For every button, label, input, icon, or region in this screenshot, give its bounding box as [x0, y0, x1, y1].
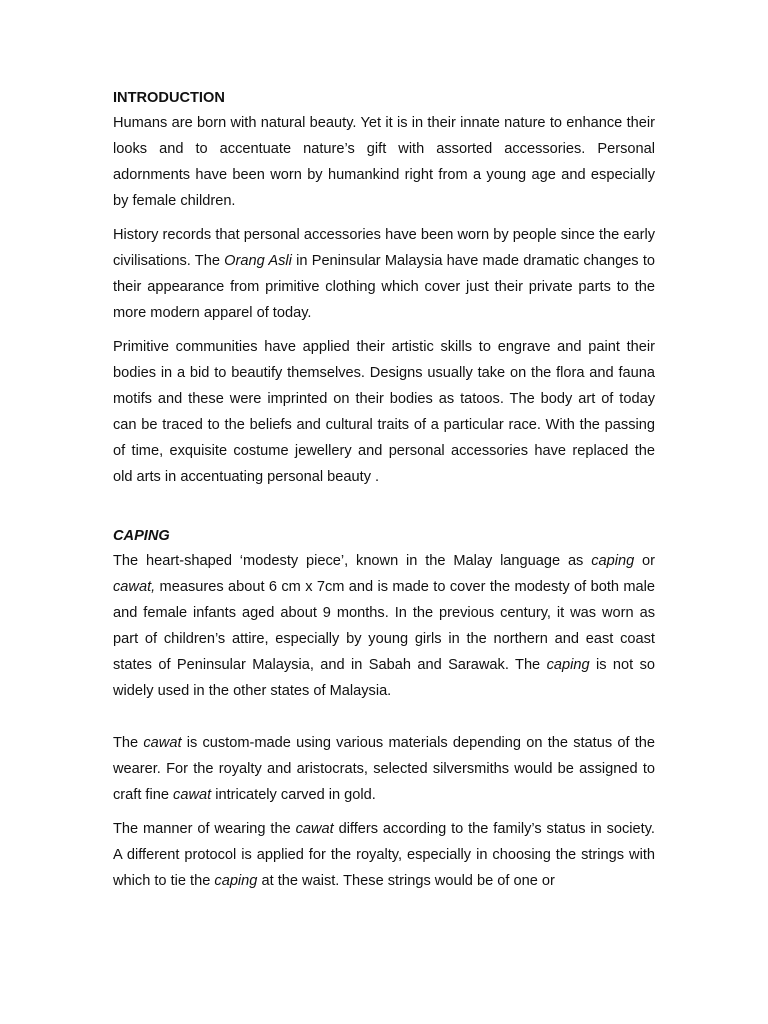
text-run: The [113, 735, 144, 751]
italic-term: caping [214, 873, 258, 889]
text-run: or [634, 553, 656, 569]
text-run: at the waist. These strings would be of one or [257, 873, 555, 889]
section-heading-introduction: INTRODUCTION [113, 90, 225, 106]
text-run: in Peninsular Malaysia have made dramatic changes to their appearance from primitive clothing which cover just their private parts to the more modern apparel of today. [113, 253, 655, 321]
italic-term: Orang Asli [224, 253, 292, 269]
text-run: The manner of wearing the [113, 821, 296, 837]
text-run: The heart-shaped ‘modesty piece’, known in the Malay language as [113, 553, 592, 569]
caping-paragraph-1 [113, 548, 655, 704]
text-run: measures about 6 cm x 7cm and is made to cover the modesty of both male and female infants aged about 9 months. In the previous century, it was worn as part of children’s attire, especially by young girls in the northern and east coast states of Peninsular Malaysia, and in Sabah and Sarawak. The [113, 579, 655, 673]
section-heading-caping: CAPING [113, 528, 170, 544]
text-run: Humans are born with natural beauty. Yet it is in their innate nature to enhance their looks and to accentuate nature’s gift with assorted accessories. Personal adornments have been worn by humankind right from a young age and especially by female children. [113, 115, 655, 209]
italic-term: cawat [173, 787, 212, 803]
intro-paragraph-1 [113, 110, 655, 214]
section-spacer [113, 498, 655, 524]
italic-term: cawat [143, 735, 182, 751]
italic-term: caping [546, 657, 590, 673]
text-run: is custom-made using various materials depending on the status of the wearer. For the royalty and aristocrats, selected silversmiths would be assigned to craft fine [113, 735, 656, 803]
intro-paragraph-2 [113, 222, 655, 326]
paragraph-spacer [113, 712, 655, 730]
text-run: intricately carved in gold. [211, 787, 376, 803]
italic-term: caping [591, 553, 635, 569]
document-page [113, 86, 655, 902]
text-run: differs according to the family’s status in society. A different protocol is applied for the royalty, especially in choosing the strings with which to tie the [113, 821, 655, 889]
text-run: is not so widely used in the other states of Malaysia. [113, 657, 655, 699]
text-run: Primitive communities have applied their artistic skills to engrave and paint their bodies in a bid to beautify themselves. Designs usually take on the flora and fauna motifs and these were imprinted on their bodies as tatoos. The body art of today can be traced to the beliefs and cultural traits of a particular race. With the passing of time, exquisite costume jewellery and personal accessories have replaced the old arts in accentuating personal beauty . [113, 339, 655, 485]
text-run: History records that personal accessories have been worn by people since the early civilisations. The [113, 227, 655, 269]
italic-term: cawat [295, 821, 334, 837]
caping-paragraph-2 [113, 730, 655, 808]
caping-paragraph-3 [113, 816, 655, 894]
intro-paragraph-3 [113, 334, 655, 490]
italic-term: cawat, [113, 579, 156, 595]
